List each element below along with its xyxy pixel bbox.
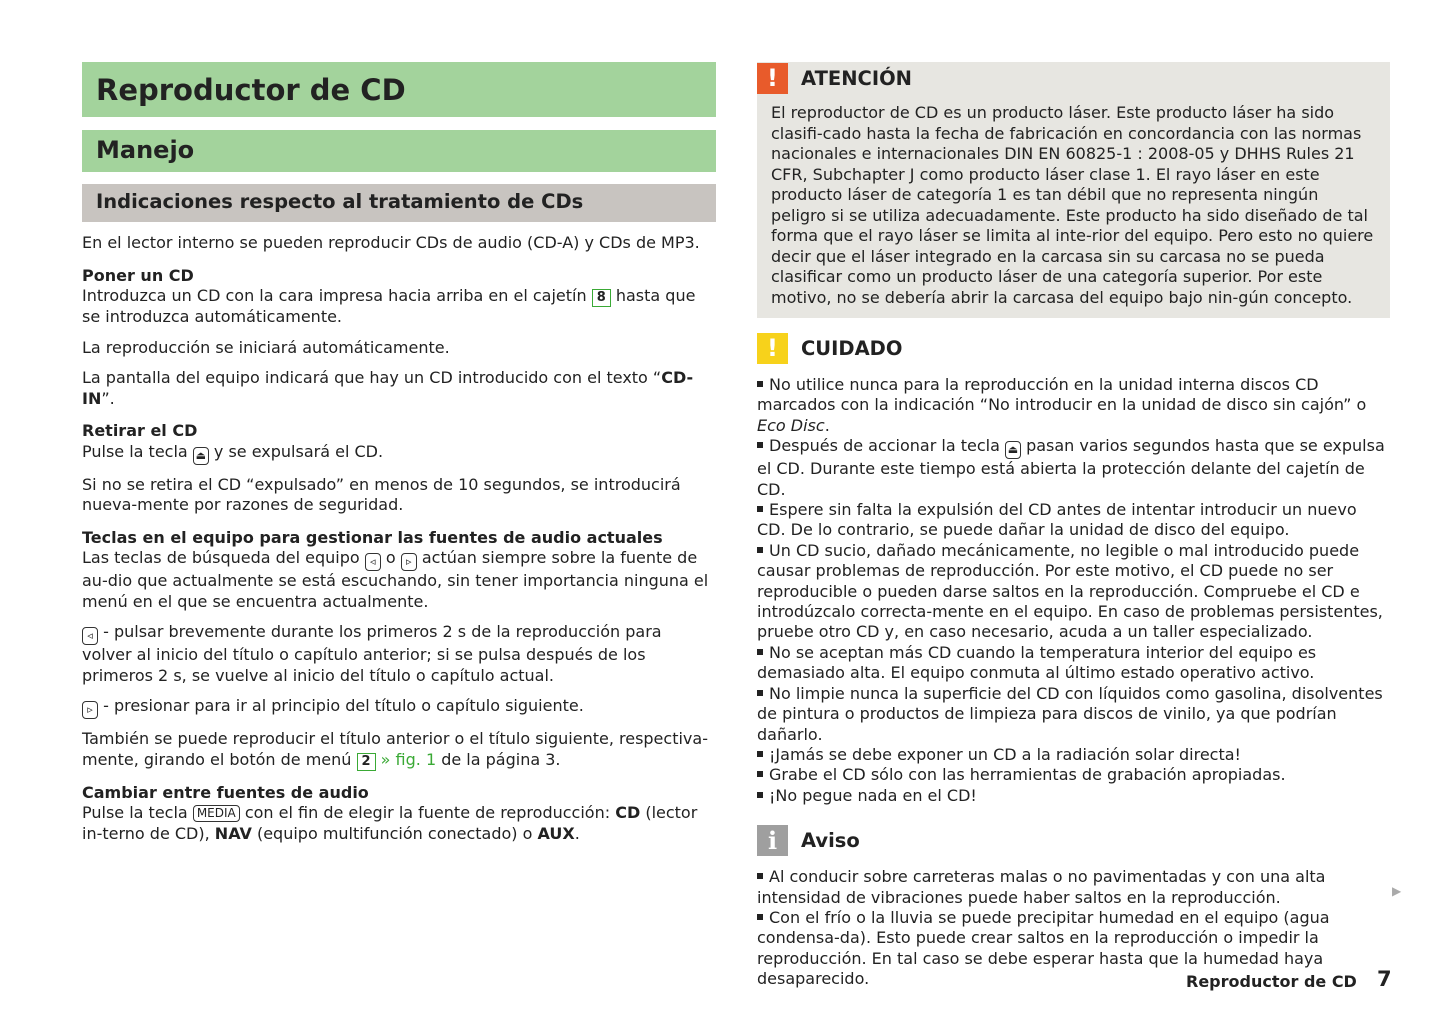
warning-header: [757, 62, 1390, 95]
slot-number-badge: 8: [592, 289, 611, 307]
list-item: No limpie nunca la superficie del CD con líquidos como gasolina, disolventes de pintura o productos de limpieza para discos de vinilo, ya que podrían dañarlo.: [757, 683, 1383, 744]
bullet-icon: [757, 751, 763, 757]
bullet-icon: [757, 381, 763, 387]
bullet-icon: [757, 771, 763, 777]
next-key-paragraph: ▹ - presionar para ir al principio del título o capítulo siguiente.: [82, 696, 716, 719]
eject-key-icon: ⏏: [193, 447, 209, 465]
list-item: Grabe el CD sólo con las herramientas de grabación apropiadas.: [757, 765, 1390, 785]
display-paragraph: La pantalla del equipo indicará que hay un CD introducido con el texto “CD-IN”.: [82, 368, 694, 408]
caution-list: [757, 375, 1390, 806]
caution-icon: !: [757, 333, 788, 364]
prev-key-icon: ◃: [365, 553, 381, 571]
eject-key-icon: ⏏: [1005, 441, 1021, 459]
next-key-icon: ▹: [401, 553, 417, 571]
bullet-icon: [757, 547, 763, 553]
continue-arrow-icon: ▶: [1392, 884, 1402, 898]
list-item: ¡No pegue nada en el CD!: [757, 786, 1390, 806]
notice-title: Aviso: [801, 829, 860, 853]
list-item: Con el frío o la lluvia se puede precipitar humedad en el equipo (agua condensa-da). Esto puede crear saltos en la reproducción o impedir la reproducción. En tal caso se debe esperar hasta que la humedad haya desaparecido.: [757, 907, 1330, 989]
caution-header: [757, 332, 1390, 365]
bullet-icon: [757, 914, 763, 920]
warning-box: [757, 62, 1390, 318]
right-column: [757, 62, 1390, 990]
switch-source-heading: Cambiar entre fuentes de audio: [82, 782, 369, 802]
insert-cd-heading: Poner un CD: [82, 265, 194, 285]
chapter-title: Reproductor de CD: [82, 62, 716, 117]
footer-chapter-title: Reproductor de CD: [1186, 972, 1357, 991]
subsection-title: Indicaciones respecto al tratamiento de CDs: [82, 184, 716, 222]
warning-icon: !: [757, 63, 788, 94]
bullet-icon: [757, 792, 763, 798]
reinsert-paragraph: Si no se retira el CD “expulsado” en menos de 10 segundos, se introducirá nueva-mente por razones de seguridad.: [82, 474, 681, 514]
keys-heading: Teclas en el equipo para gestionar las fuentes de audio actuales: [82, 527, 663, 547]
menu-knob-number-badge: 2: [357, 753, 376, 771]
remove-cd-paragraph: Pulse la tecla ⏏ y se expulsará el CD.: [82, 442, 716, 465]
bullet-icon: [757, 506, 763, 512]
left-column: [82, 62, 716, 844]
warning-text: El reproductor de CD es un producto láser. Este producto láser ha sido clasifi-cado hasta la fecha de fabricación en concordancia con las normas nacionales e internacionales DIN EN 60825-1 : 2008-05 y DHHS Rules 21 CFR, Subchapter J como producto láser clase 1. El rayo láser en este producto láser de categoría 1 es tan débil que no representa ningún peligro si se utiliza adecuadamente. Este producto ha sido diseñado de tal forma que el rayo láser se limita al inte-rior del equipo. Pero esto no quiere decir que el láser integrado en la carcasa sin su carcasa no se pueda clasificar como un producto láser de una categoría superior. Por este motivo, no se debería abrir la carcasa del equipo bajo nin-gún concepto.: [771, 103, 1374, 307]
notice-header: [757, 824, 1390, 857]
list-item: Después de accionar la tecla ⏏ pasan varios segundos hasta que se expulsa el CD. Durante este tiempo está abierta la protección delante del cajetín de CD.: [757, 436, 1385, 499]
keys-paragraph: Las teclas de búsqueda del equipo ◃ o ▹ actúan siempre sobre la fuente de au-dio que actualmente se está escuchando, sin tener importancia ninguna el menú en el que se encuentra actualmente.: [82, 548, 709, 611]
page-number: 7: [1377, 967, 1392, 991]
bullet-icon: [757, 690, 763, 696]
caution-title: CUIDADO: [801, 337, 903, 360]
media-key-icon: MEDIA: [193, 805, 240, 822]
info-icon: i: [757, 825, 788, 856]
prev-key-icon: ◃: [82, 627, 98, 645]
bullet-icon: [757, 649, 763, 655]
switch-source-paragraph: Pulse la tecla MEDIA con el fin de elegir la fuente de reproducción: CD (lector in-terno de CD), NAV (equipo multifunción conectado) o AUX.: [82, 803, 698, 843]
next-key-icon: ▹: [82, 701, 98, 719]
intro-paragraph: En el lector interno se pueden reproducir CDs de audio (CD-A) y CDs de MP3.: [82, 233, 700, 252]
warning-title: ATENCIÓN: [801, 67, 912, 90]
bullet-icon: [757, 442, 763, 448]
insert-cd-paragraph: Introduzca un CD con la cara impresa hacia arriba en el cajetín 8 hasta que se introduzca automáticamente.: [82, 286, 696, 326]
figure-link[interactable]: » fig. 1: [380, 749, 437, 769]
list-item: Espere sin falta la expulsión del CD antes de intentar introducir un nuevo CD. De lo contrario, se puede dañar la unidad de disco del equipo.: [757, 500, 1357, 540]
bullet-icon: [757, 873, 763, 879]
list-item: Un CD sucio, dañado mecánicamente, no legible o mal introducido puede causar problemas de reproducción. Por este motivo, el CD puede no ser reproducible o pueden darse saltos en la reproducción. Compruebe el CD e introdúzcalo correcta-mente en el equipo. En caso de problemas persistentes, pruebe otro CD y, en caso necesario, acuda a un taller especializado.: [757, 540, 1383, 642]
remove-cd-heading: Retirar el CD: [82, 421, 198, 440]
autoplay-paragraph: La reproducción se iniciará automáticamente.: [82, 337, 450, 357]
list-item: Al conducir sobre carreteras malas o no pavimentadas y con una alta intensidad de vibraciones puede haber saltos en la reproducción.: [757, 867, 1326, 907]
prev-key-paragraph: ◃ - pulsar brevemente durante los primeros 2 s de la reproducción para volver al inicio del título o capítulo anterior; si se pulsa después de los primeros 2 s, se vuelve al inicio del título o capítulo actual.: [82, 622, 662, 685]
list-item: No se aceptan más CD cuando la temperatura interior del equipo es demasiado alta. El equipo conmuta al último estado operativo activo.: [757, 642, 1317, 683]
list-item: No utilice nunca para la reproducción en la unidad interna discos CD marcados con la indicación “No introducir en la unidad de disco sin cajón” o Eco Disc.: [757, 375, 1367, 435]
section-title: Manejo: [82, 130, 716, 172]
menu-knob-paragraph: También se puede reproducir el título anterior o el título siguiente, respectiva-mente, girando el botón de menú 2 » fig. 1 de la página 3.: [82, 729, 708, 769]
list-item: ¡Jamás se debe exponer un CD a la radiación solar directa!: [757, 745, 1390, 765]
